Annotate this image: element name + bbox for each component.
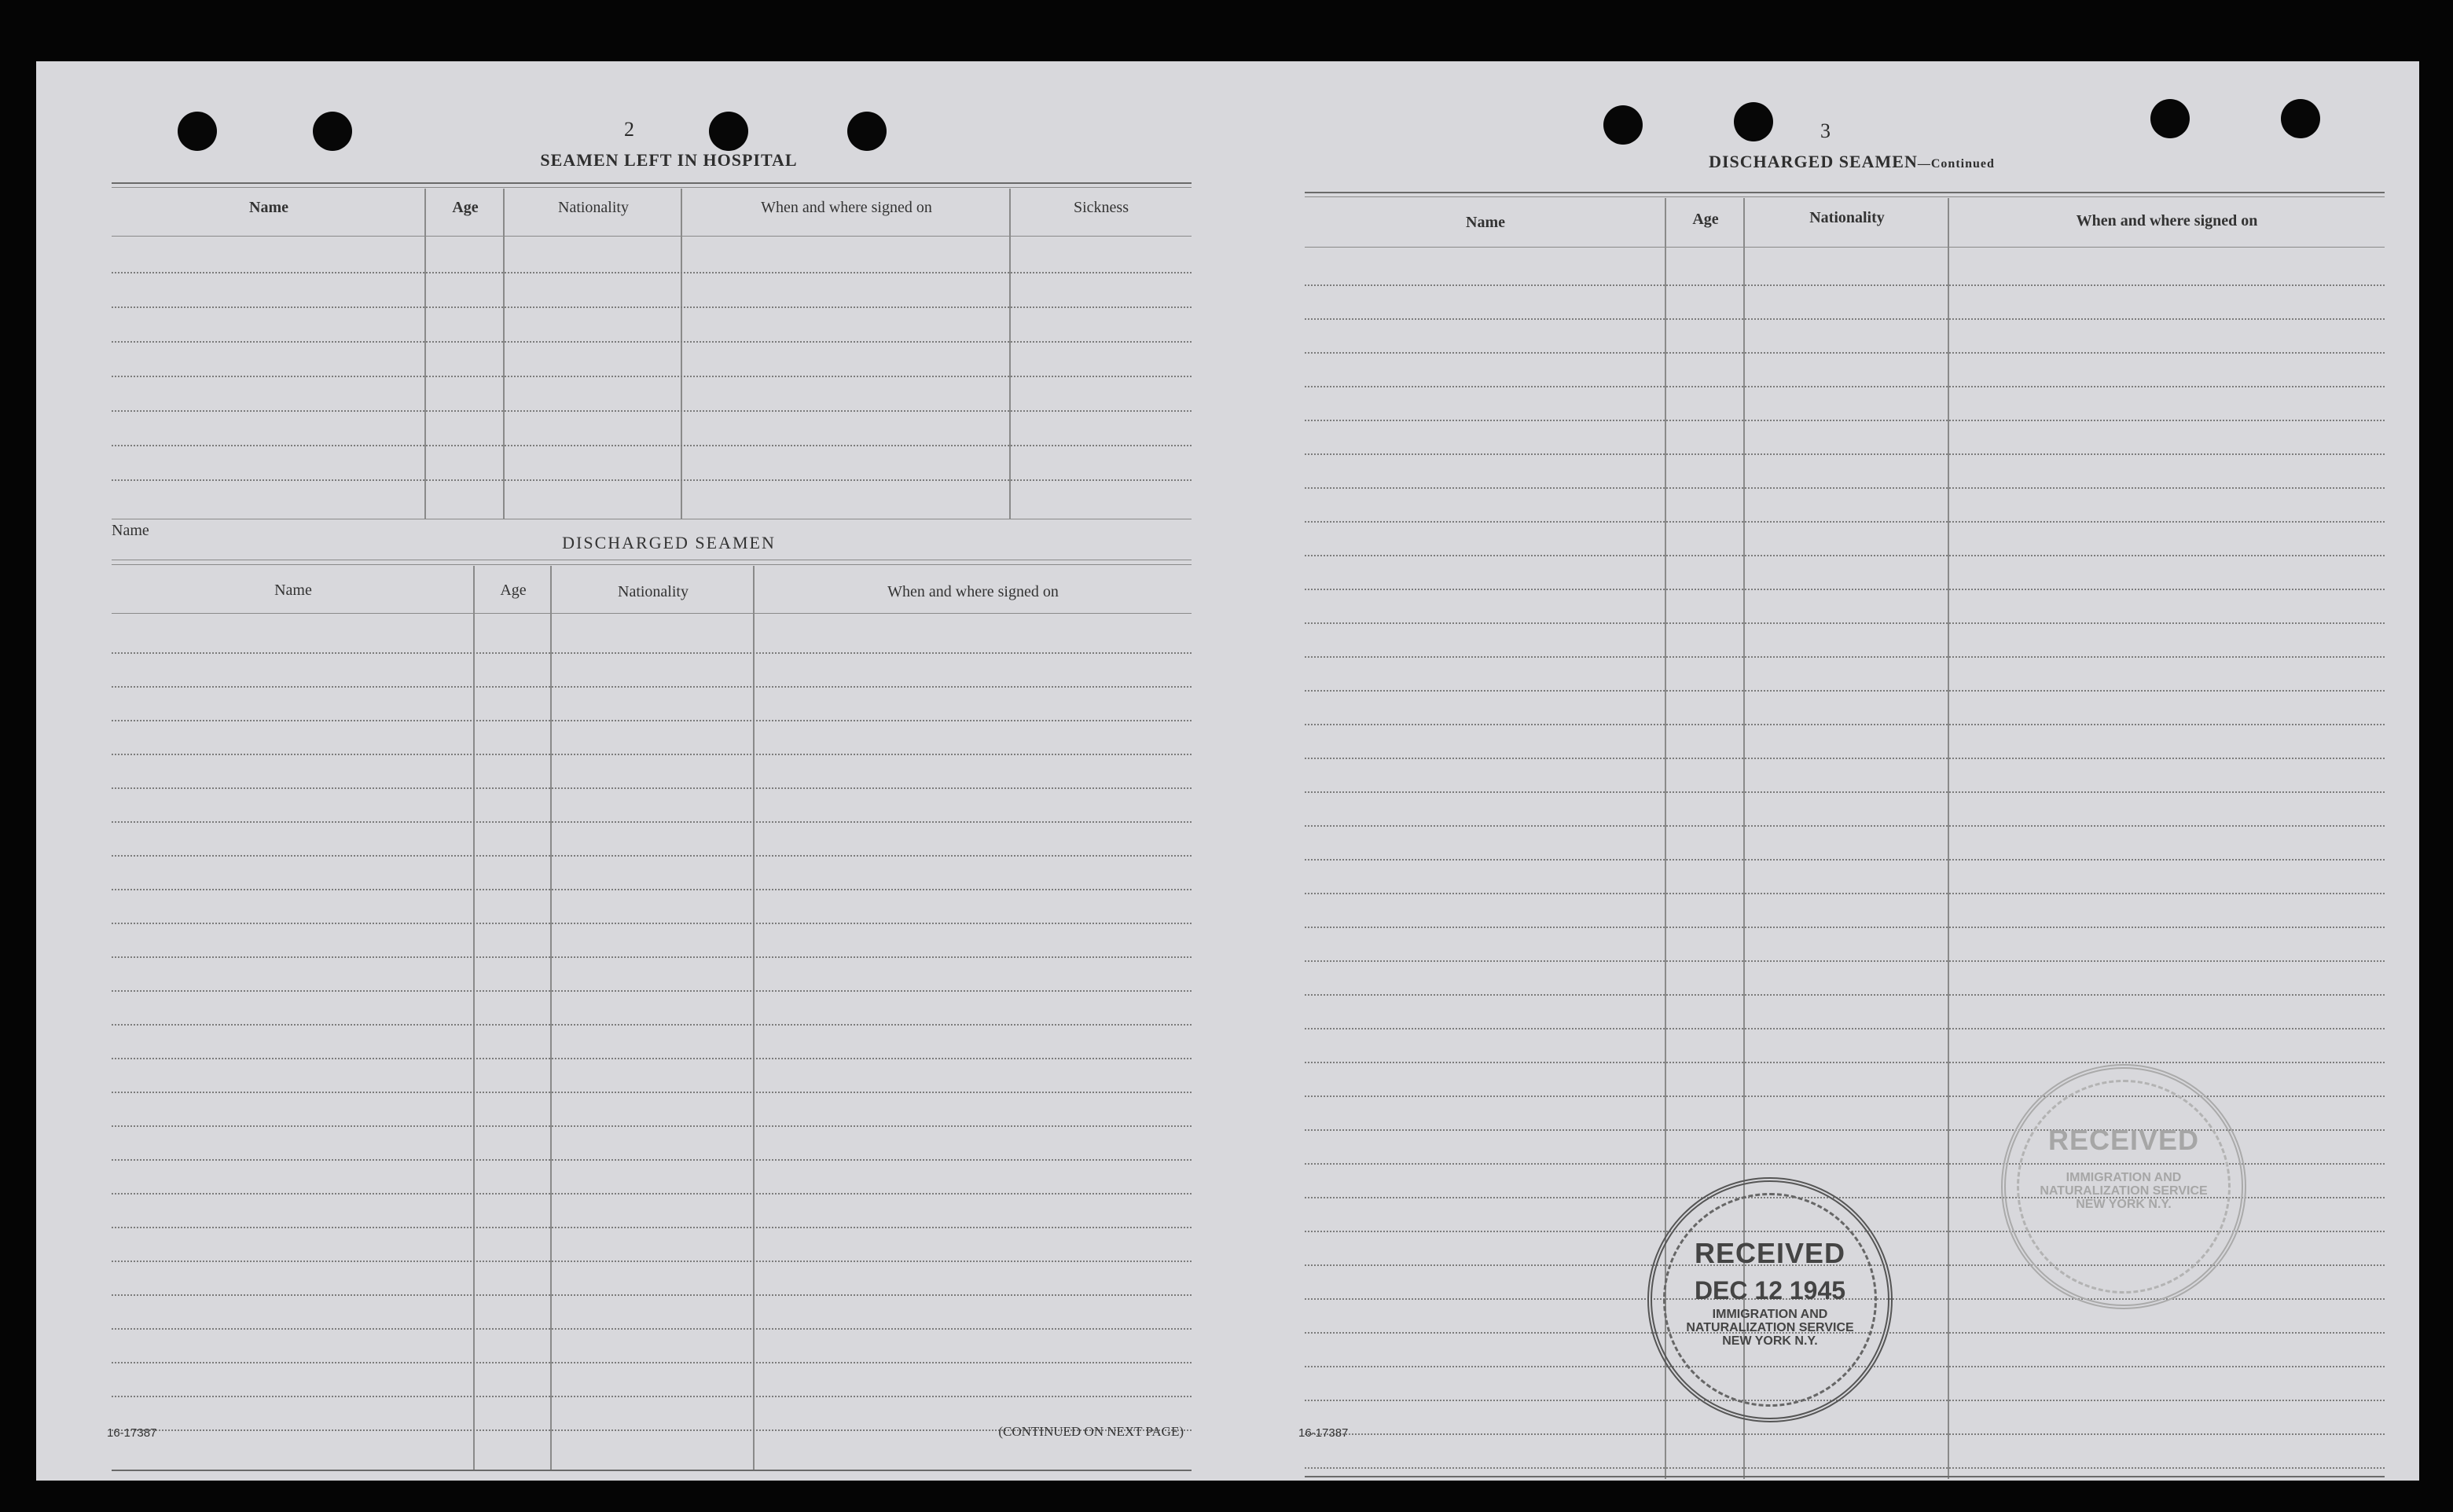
stamp-date: DEC 12 1945: [1694, 1276, 1846, 1305]
discharged-col-divider: [753, 566, 755, 1470]
ruled-row-line: [112, 1125, 1192, 1127]
ruled-row-line: [1305, 622, 2385, 624]
ruled-row-line: [112, 787, 1192, 789]
discharged-top-rule-2: [112, 564, 1192, 565]
form-number-right: 16-17387: [1298, 1426, 1349, 1440]
hospital-col-nationality: Nationality: [558, 199, 629, 216]
ruled-row-line: [1305, 453, 2385, 455]
ruled-row-line: [1305, 960, 2385, 962]
hospital-header-rule: [112, 236, 1192, 237]
ruled-row-line: [112, 923, 1192, 924]
ruled-row-line: [1305, 589, 2385, 590]
ruled-row-line: [1305, 420, 2385, 421]
ruled-row-line: [1305, 859, 2385, 861]
right-title-suffix: —Continued: [1917, 157, 1995, 171]
right-col-signed-on: When and where signed on: [2076, 212, 2258, 229]
ruled-row-line: [1305, 352, 2385, 354]
ruled-row-line: [1305, 487, 2385, 489]
hospital-row-line: [112, 272, 1192, 273]
right-col-divider: [1948, 198, 1949, 1479]
ruled-row-line: [112, 855, 1192, 857]
right-top-rule: [1305, 192, 2385, 193]
ruled-row-line: [112, 1024, 1192, 1026]
ruled-row-line: [1305, 1028, 2385, 1029]
punch-hole: [2281, 99, 2320, 138]
stamp-word: RECEIVED: [1694, 1237, 1846, 1269]
stamp-agency-faint: IMMIGRATION AND NATURALIZATION SERVICE NEW YORK N.Y.: [2040, 1171, 2208, 1211]
ruled-row-line: [112, 1362, 1192, 1363]
document-spread: 2 SEAMEN LEFT IN HOSPITAL Name Age Nationality When and where signed on Sickness DISCHARGED SEAMEN Name Name Age Nationality When and where signed on 16-17387 (CONTINUED ON NEXT PAGE) 3 DISCHARGED SEAMEN—Continued Name Age Nationality When and where signed on 16-17387 RECEIVED DEC 12 1945 IMMIGRATION AND NATURALIZATION SERVICE NEW YORK N.Y. RECEIVED IMMIGRATION AND NATURALIZATION SERVICE NEW YORK N.Y.: [36, 61, 2419, 1481]
ruled-row-line: [112, 1227, 1192, 1228]
ruled-row-line: [112, 1328, 1192, 1330]
ruled-row-line: [112, 1159, 1192, 1161]
ruled-row-line: [112, 1396, 1192, 1397]
ruled-row-line: [1305, 791, 2385, 793]
discharged-col-signed-on: When and where signed on: [887, 583, 1059, 600]
hospital-col-signed-on: When and where signed on: [761, 199, 932, 216]
hospital-row-line: [112, 306, 1192, 308]
ruled-row-line: [1305, 656, 2385, 658]
ruled-row-line: [112, 1193, 1192, 1195]
hospital-col-divider: [424, 189, 426, 519]
ruled-row-line: [1305, 1467, 2385, 1469]
hospital-col-sickness: Sickness: [1074, 199, 1129, 216]
hospital-top-rule-2: [112, 187, 1192, 188]
punch-hole: [1603, 105, 1643, 145]
hospital-col-divider: [681, 189, 682, 519]
discharged-bottom-rule: [112, 1470, 1192, 1471]
hospital-row-line: [112, 445, 1192, 446]
hospital-row-line: [112, 341, 1192, 343]
right-section-title: [1655, 152, 2048, 172]
hospital-row-line: [112, 376, 1192, 377]
hospital-col-divider: [1009, 189, 1011, 519]
ruled-row-line: [112, 1092, 1192, 1093]
stamp-agency: IMMIGRATION AND NATURALIZATION SERVICE NEW YORK N.Y.: [1686, 1308, 1854, 1348]
hospital-section-title: SEAMEN LEFT IN HOSPITAL: [540, 150, 798, 170]
hospital-col-name: Name: [249, 199, 288, 216]
received-stamp-faint: [2001, 1064, 2246, 1309]
right-col-nationality: Nationality: [1809, 209, 1885, 226]
page-number-right: 3: [1820, 119, 1831, 142]
form-number-left: 16-17387: [107, 1426, 157, 1440]
ruled-row-line: [112, 1261, 1192, 1262]
right-title-main: DISCHARGED SEAMEN: [1709, 152, 1918, 171]
discharged-header-rule: [112, 613, 1192, 614]
ruled-row-line: [1305, 1433, 2385, 1435]
hospital-top-rule: [112, 182, 1192, 184]
right-header-rule: [1305, 247, 2385, 248]
discharged-col-age: Age: [500, 582, 527, 599]
ruled-row-line: [112, 990, 1192, 992]
ruled-row-line: [1305, 724, 2385, 725]
ruled-row-line: [112, 821, 1192, 823]
ruled-row-line: [112, 1294, 1192, 1296]
page-number-left: 2: [624, 118, 634, 141]
ruled-row-line: [112, 754, 1192, 755]
ruled-row-line: [1305, 555, 2385, 556]
ruled-row-line: [1305, 825, 2385, 827]
punch-hole: [847, 112, 887, 151]
hospital-col-age: Age: [452, 199, 479, 216]
hospital-row-line: [112, 410, 1192, 412]
continued-note: (CONTINUED ON NEXT PAGE): [998, 1424, 1184, 1439]
hospital-col-divider: [503, 189, 505, 519]
discharged-col-name-label: Name: [274, 582, 312, 599]
discharged-col-divider: [550, 566, 552, 1470]
right-col-name: Name: [1466, 214, 1505, 231]
ruled-row-line: [1305, 893, 2385, 894]
punch-hole: [1734, 102, 1773, 141]
punch-hole: [178, 112, 217, 151]
right-top-rule-2: [1305, 196, 2385, 197]
ruled-row-line: [1305, 1400, 2385, 1401]
discharged-col-divider: [473, 566, 475, 1470]
punch-hole: [709, 112, 748, 151]
ruled-row-line: [112, 720, 1192, 721]
ruled-row-line: [112, 889, 1192, 890]
ruled-row-line: [112, 956, 1192, 958]
ruled-row-line: [1305, 994, 2385, 996]
ruled-row-line: [1305, 386, 2385, 387]
right-col-age: Age: [1692, 211, 1719, 228]
ruled-row-line: [1305, 318, 2385, 320]
ruled-row-line: [112, 1058, 1192, 1059]
discharged-col-nationality: Nationality: [618, 583, 689, 600]
ruled-row-line: [112, 686, 1192, 688]
ruled-row-line: [1305, 1062, 2385, 1063]
ruled-row-line: [1305, 758, 2385, 759]
hospital-row-line: [112, 479, 1192, 481]
ruled-row-line: [1305, 690, 2385, 692]
stamp-word-faint: RECEIVED: [2047, 1124, 2200, 1156]
ruled-row-line: [112, 652, 1192, 654]
ruled-row-line: [1305, 1095, 2385, 1097]
punch-hole: [313, 112, 352, 151]
discharged-section-title: DISCHARGED SEAMEN: [562, 533, 776, 552]
received-stamp: [1647, 1177, 1893, 1422]
ruled-row-line: [1305, 927, 2385, 928]
right-bottom-rule: [1305, 1476, 2385, 1477]
punch-hole: [2150, 99, 2190, 138]
ruled-row-line: [1305, 521, 2385, 523]
ruled-row-line: [1305, 284, 2385, 286]
